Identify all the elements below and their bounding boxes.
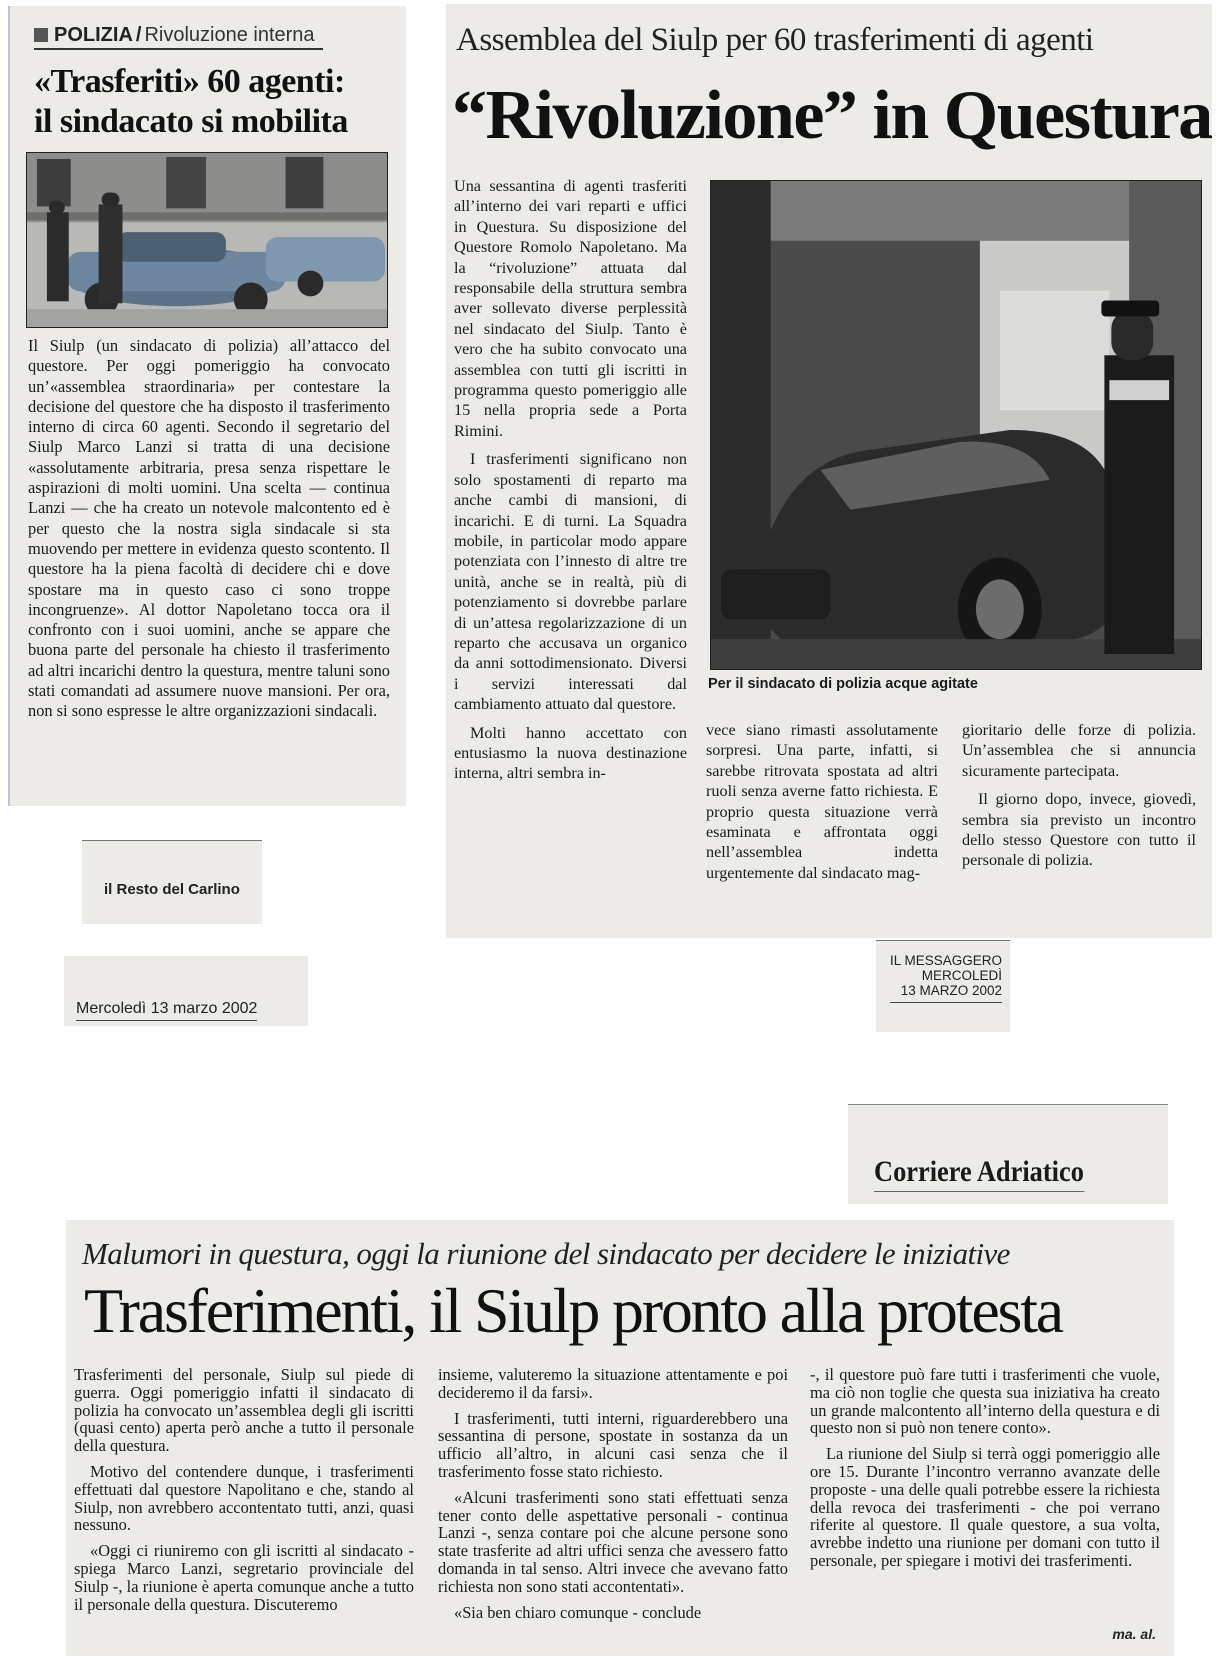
section-header bbox=[34, 24, 323, 50]
corriere-col2-p1: insieme, valuteremo la situazione attentamente e poi decideremo il da farsi». bbox=[438, 1365, 788, 1402]
source-date: 13 MARZO 2002 bbox=[900, 983, 1002, 998]
carlino-headline bbox=[34, 62, 406, 142]
source-weekday: MERCOLEDÌ bbox=[921, 968, 1002, 983]
messaggero-col1-p3: Molti hanno accettato con entusiasmo la nuova destinazione interna, altri sembra in- bbox=[454, 723, 687, 783]
carlino-date-clip bbox=[64, 956, 308, 1026]
messaggero-source-clip bbox=[876, 940, 1010, 1032]
corriere-col2-p4: «Sia ben chiaro comunque - conclude bbox=[454, 1602, 702, 1622]
messaggero-col2 bbox=[706, 720, 938, 891]
corriere-headline: Trasferimenti, il Siulp pronto alla protesta bbox=[84, 1275, 1063, 1346]
corriere-masthead: Corriere Adriatico bbox=[874, 1155, 1084, 1192]
carlino-masthead: il Resto del Carlino bbox=[104, 881, 240, 898]
carlino-date: Mercoledì 13 marzo 2002 bbox=[76, 1000, 257, 1021]
messaggero-col1 bbox=[454, 176, 687, 792]
section-label: POLIZIA bbox=[54, 24, 133, 46]
carlino-paragraph: Il Siulp (un sindacato di polizia) all’attacco del questore. Per oggi pomeriggio ha convocato un’«assemblea straordinaria» per contestare la decisione del questore che ha disposto il trasferimento interno di circa 60 agenti. Secondo il segretario del Siulp Marco Lanzi si tratta di una decisione «assolutamente arbitraria, presa senza rispettare le aspirazioni di molti uomini. Una scelta — continua Lanzi — che ha creato un notevole malcontento ed è per questo che la nostra sigla sindacale si sta muovendo per mettere in evidenza questo scontento. Il questore ha la piena facoltà di decidere chi e dove spostare ma in questo caso ci sono troppe incongruenze». Al dottor Napoletano tocca ora il confronto con i suoi uomini, anche se appare che buona parte del personale ha chiesto il trasferimento ad altri incarichi dentro la questura, mentre taluni sono stati comandati ad assumere nuove mansioni. Per ora, non si sono espresse le altre organizzazioni sindacali. bbox=[28, 336, 390, 721]
messaggero-kicker: Assemblea del Siulp per 60 trasferimenti di agenti bbox=[456, 22, 1094, 58]
corriere-col1-p3: «Oggi ci riuniremo con gli iscritti al sindacato - spiega Marco Lanzi, segretario provinciale del Siulp -, la riunione è aperta comunque anche a tutto il personale della questura. Discuteremo bbox=[74, 1541, 414, 1614]
corriere-col2 bbox=[438, 1366, 788, 1629]
corriere-clipping bbox=[66, 1220, 1174, 1656]
carlino-headline-line1: «Trasferiti» 60 agenti: bbox=[34, 63, 345, 100]
corriere-col2-p2: I trasferimenti, tutti interni, riguarderebbero una sessantina di persone, spostate in sostanza da un ufficio all’altro, in alcuni casi senza che il trasferimento fosse stato richiesto. bbox=[438, 1408, 788, 1481]
messaggero-col3-p2: Il giorno dopo, invece, giovedì, sembra sia previsto un incontro dello stesso Questore con tutto il personale di polizia. bbox=[962, 790, 1196, 870]
section-slash: / bbox=[135, 24, 142, 46]
messaggero-source bbox=[890, 953, 1002, 1003]
corriere-col1-p2: Motivo del contendere dunque, i trasferimenti effettuati dal questore Napolitano e che, stando al Siulp, non avrebbero accontentato tutti, anzi, quasi nessuno. bbox=[74, 1461, 414, 1535]
messaggero-clipping bbox=[446, 4, 1212, 938]
carlino-headline-line2: il sindacato si mobilita bbox=[34, 103, 348, 140]
messaggero-col1-p1: Una sessantina di agenti trasferiti all’interno dei vari reparti e uffici in Questura. Su disposizione del Questore Romolo Napoletano. Ma la “rivoluzione” attuata dal responsabile della struttura sembra aver sollevato diverse perplessità nel sindacato del Siulp. Tanto è vero che ha subito convocato una assemblea con tutti gli iscritti in programma questo pomeriggio alle 15 nella propria sede a Porta Rimini. bbox=[454, 177, 687, 440]
messaggero-col3 bbox=[962, 720, 1196, 879]
carlino-masthead-clip bbox=[82, 840, 262, 924]
messaggero-headline: “Rivoluzione” in Questura bbox=[452, 77, 1212, 154]
police-cars-photo bbox=[26, 152, 388, 328]
questura-car-photo bbox=[710, 180, 1202, 670]
corriere-col3-p2: La riunione del Siulp si terrà oggi pomeriggio alle ore 15. Durante l’incontro verranno avanzate delle proposte - una delle quali potrebbe essere la richiesta della revoca dei trasferimenti - che poi verrano riferite al questore. Il quale questore, a sua volta, avrebbe indetto una riunione per domani con tutto il personale, per spiegare i motivi dei trasferimenti. bbox=[810, 1444, 1160, 1570]
corriere-masthead-clip bbox=[848, 1104, 1168, 1204]
photo-caption: Per il sindacato di polizia acque agitate bbox=[708, 676, 978, 692]
section-marker-icon bbox=[34, 28, 48, 42]
carlino-body bbox=[28, 336, 390, 730]
corriere-col2-p3: «Alcuni trasferimenti sono stati effettuati senza tener conto delle aspettative personali - continua Lanzi -, senza contare poi che alcune persone sono state trasferite ad altri uffici senza che avessero fatto domanda in tal senso. Altri invece che avevano fatto richiesta non sono stati accontentati». bbox=[438, 1487, 788, 1596]
messaggero-col1-p2: I trasferimenti significano non solo spostamenti di reparto ma anche cambi di mansioni, di incarichi. E di turni. La Squadra mobile, in particolar modo appare potenziata con l’innesto di altre tre unità, anche se in realtà, più di potenziamento si dovrebbe parlare di un’attesa regolarizzazione di un reparto che accusava un organico da anni sottodimensionato. Diversi i servizi interessati dal cambiamento attuato dal questore. bbox=[454, 450, 687, 714]
source-paper: IL MESSAGGERO bbox=[889, 953, 1002, 968]
corriere-col3 bbox=[810, 1366, 1160, 1578]
corriere-kicker: Malumori in questura, oggi la riunione del sindacato per decidere le iniziative bbox=[82, 1236, 1010, 1271]
section-subtitle: Rivoluzione interna bbox=[144, 24, 315, 46]
messaggero-col2-p1: vece siano rimasti assolutamente sorpresi. Una parte, infatti, si sarebbe ritrovata spostata ad altri ruoli senza averne fatto richiesta. E proprio questa situazione verrà esaminata e affrontata oggi nell’assemblea indetta urgentemente dal sindacato mag- bbox=[706, 721, 938, 882]
carlino-clipping bbox=[8, 6, 406, 806]
messaggero-col3-p1: gioritario delle forze di polizia. Un’assemblea che si annuncia sicuramente partecipata. bbox=[962, 721, 1196, 780]
corriere-byline: ma. al. bbox=[1112, 1626, 1156, 1642]
corriere-col1 bbox=[74, 1366, 414, 1621]
corriere-col1-p1: Trasferimenti del personale, Siulp sul piede di guerra. Oggi pomeriggio infatti il sindacato di polizia ha convocato un’assemblea degli gli iscritti (quasi cento) aperta però anche a tutto il personale della questura. bbox=[74, 1365, 414, 1456]
corriere-col3-p1: -, il questore può fare tutti i trasferimenti che vuole, ma ciò non toglie che questa sua iniziativa ha creato un grande malcontento all’interno della questura e di questo non si può non tenere conto». bbox=[810, 1365, 1160, 1438]
